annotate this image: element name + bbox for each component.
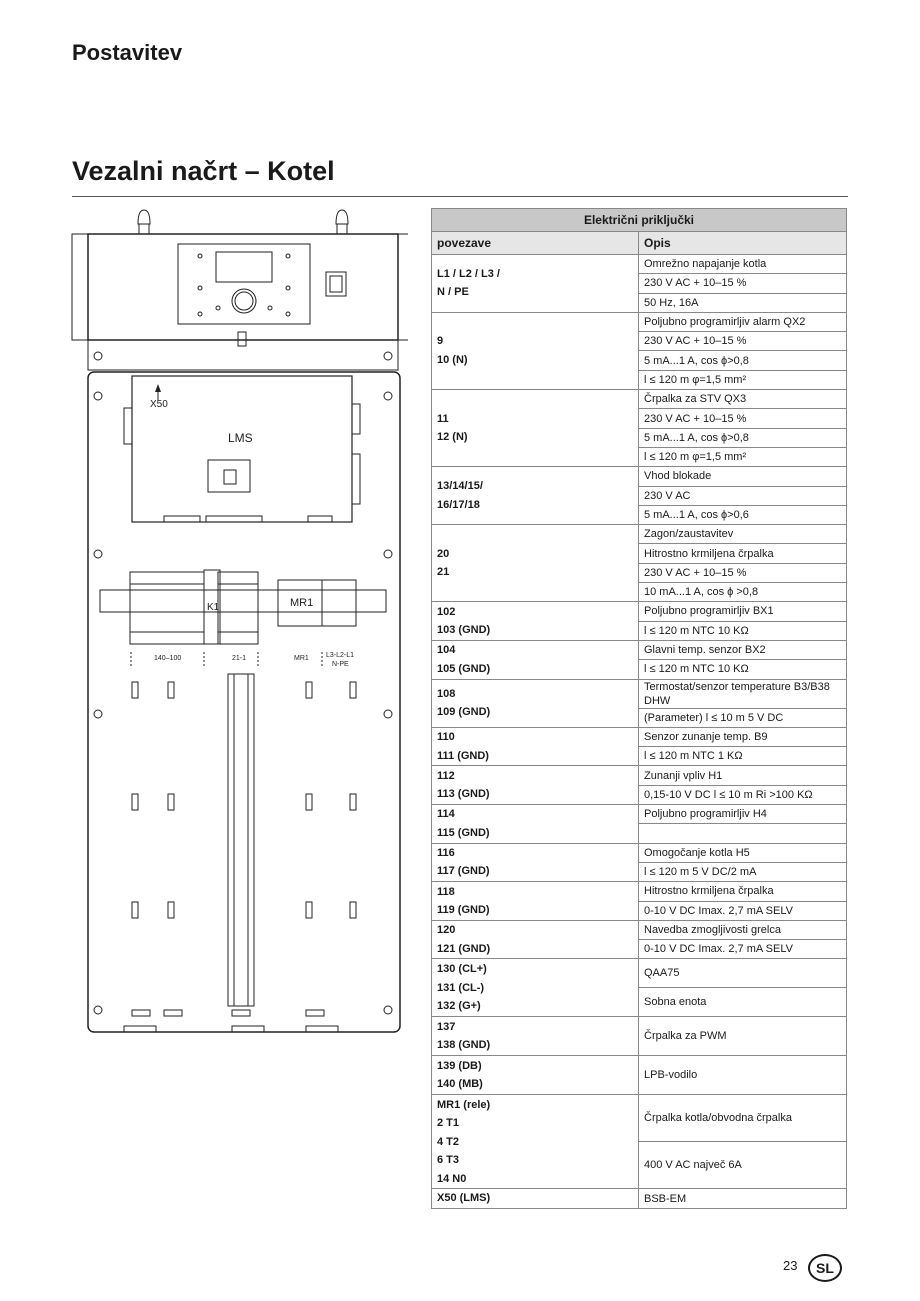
connection-label: N / PE: [437, 286, 469, 299]
description-cell: Omrežno napajanje kotla: [639, 255, 847, 274]
label-terminal-mr1: MR1: [294, 655, 309, 662]
table-row: [432, 255, 847, 274]
description-cell: l ≤ 120 m φ=1,5 mm²: [639, 447, 847, 466]
connection-label: 109 (GND): [437, 706, 491, 719]
connection-label: 102: [437, 605, 456, 618]
description-cell: (Parameter) l ≤ 10 m 5 V DC: [639, 708, 847, 727]
connection-label: 21: [437, 566, 450, 579]
description-cell: 0-10 V DC Imax. 2,7 mA SELV: [639, 940, 847, 959]
connection-label: 105 (GND): [437, 662, 491, 675]
description-cell: 5 mA...1 A, cos ϕ>0,8: [639, 428, 847, 447]
description-cell: Glavni temp. senzor BX2: [639, 640, 847, 659]
connection-cell: [432, 920, 639, 959]
connection-cell: [432, 467, 639, 525]
connection-label: X50 (LMS): [437, 1192, 491, 1205]
mounting-plate: [88, 372, 400, 1032]
description-cell: l ≤ 120 m φ=1,5 mm²: [639, 370, 847, 389]
connection-label: 120: [437, 924, 456, 937]
label-terminal-21-1: 21-1: [232, 655, 247, 662]
label-terminal-n-pe: N-PE: [332, 661, 349, 668]
connection-label: 115 (GND): [437, 826, 490, 839]
connection-label: 110: [437, 731, 455, 744]
connection-cell: [432, 390, 639, 467]
description-cell: 230 V AC + 10–15 %: [639, 563, 847, 582]
section-title: Postavitev: [72, 40, 183, 65]
table-row: [432, 1189, 847, 1209]
label-terminal-l3-l2-l1: L3-L2-L1: [326, 652, 355, 659]
lms-board: [132, 376, 352, 522]
description-cell: l ≤ 120 m NTC 10 KΩ: [639, 660, 847, 679]
connection-label: 111 (GND): [437, 749, 489, 762]
description-cell: Omogočanje kotla H5: [639, 843, 847, 862]
control-knob: [235, 292, 253, 310]
description-cell: 400 V AC največ 6A: [639, 1142, 847, 1189]
table-row: [432, 920, 847, 939]
description-cell: l ≤ 120 m NTC 1 KΩ: [639, 747, 847, 766]
description-cell: LPB-vodilo: [639, 1055, 847, 1094]
boiler-wiring-diagram: [68, 204, 408, 1044]
description-cell: 230 V AC + 10–15 %: [639, 409, 847, 428]
connection-label: 131 (CL-): [437, 981, 485, 994]
description-cell: 230 V AC: [639, 486, 847, 505]
connection-label: 139 (DB): [437, 1059, 482, 1072]
connection-cell: [432, 959, 639, 1017]
connection-cell: [432, 640, 639, 679]
connection-label: 6 T3: [437, 1154, 460, 1167]
description-cell: Poljubno programirljiv H4: [639, 805, 847, 824]
description-cell: Poljubno programirljiv BX1: [639, 602, 847, 621]
connection-label: L1 / L2 / L3 /: [437, 267, 500, 280]
description-cell: 230 V AC + 10–15 %: [639, 332, 847, 351]
page-number: 23: [783, 1258, 798, 1273]
table-row: [432, 390, 847, 409]
connection-label: 2 T1: [437, 1117, 460, 1130]
description-cell: Senzor zunanje temp. B9: [639, 727, 847, 746]
connection-label: 112: [437, 769, 455, 782]
connection-label: 108: [437, 687, 456, 700]
description-cell: [639, 824, 847, 843]
connection-label: 130 (CL+): [437, 963, 487, 976]
description-cell: Črpalka za STV QX3: [639, 390, 847, 409]
description-cell: 230 V AC + 10–15 %: [639, 274, 847, 293]
label-terminal-140-100: 140–100: [154, 655, 182, 662]
label-k1: K1: [207, 602, 220, 613]
table-caption: Električni priključki: [432, 209, 847, 232]
electrical-connections-table: [431, 208, 847, 1209]
description-cell: Poljubno programirljiv alarm QX2: [639, 312, 847, 331]
heading-rule: [72, 196, 848, 197]
connection-label: 117 (GND): [437, 865, 490, 878]
connection-label: 20: [437, 547, 450, 560]
connection-cell: [432, 312, 639, 389]
label-x50: X50: [150, 399, 168, 410]
connection-label: 104: [437, 644, 456, 657]
connection-label: 11: [437, 412, 449, 425]
description-cell: Zagon/zaustavitev: [639, 525, 847, 544]
table-body: [432, 255, 847, 1209]
language-badge: SL: [808, 1254, 842, 1282]
description-cell: Navedba zmogljivosti grelca: [639, 920, 847, 939]
connection-label: 12 (N): [437, 431, 468, 444]
description-cell: Črpalka kotla/obvodna črpalka: [639, 1094, 847, 1141]
description-cell: Sobna enota: [639, 988, 847, 1017]
connection-label: 103 (GND): [437, 624, 491, 637]
table-row: [432, 882, 847, 901]
connection-cell: [432, 1094, 639, 1189]
connection-cell: [432, 843, 639, 882]
connection-label: 113 (GND): [437, 788, 490, 801]
description-cell: 50 Hz, 16A: [639, 293, 847, 312]
label-lms: LMS: [228, 431, 253, 445]
table-row: [432, 467, 847, 486]
connection-label: 116: [437, 846, 455, 859]
connection-label: 138 (GND): [437, 1039, 491, 1052]
lamp-icon-left: [138, 210, 150, 234]
connection-label: 10 (N): [437, 353, 468, 366]
description-cell: QAA75: [639, 959, 847, 988]
description-cell: Zunanji vpliv H1: [639, 766, 847, 785]
connection-label: 16/17/18: [437, 498, 480, 511]
connection-label: 119 (GND): [437, 904, 490, 916]
connection-cell: [432, 1016, 639, 1055]
connection-label: 14 N0: [437, 1172, 467, 1185]
connection-label: 9: [437, 335, 444, 348]
description-cell: Vhod blokade: [639, 467, 847, 486]
connection-cell: [432, 766, 639, 805]
table-row: [432, 727, 847, 746]
terminal-block-21-1: [218, 572, 258, 644]
connection-cell: [432, 525, 639, 602]
table-row: [432, 1055, 847, 1094]
description-cell: 5 mA...1 A, cos ϕ>0,6: [639, 505, 847, 524]
description-cell: 0,15-10 V DC l ≤ 10 m Ri >100 KΩ: [639, 785, 847, 804]
connection-label: 114: [437, 808, 455, 821]
table-row: [432, 312, 847, 331]
connection-cell: [432, 255, 639, 313]
description-cell: 10 mA...1 A, cos ϕ >0,8: [639, 583, 847, 602]
table-row: [432, 525, 847, 544]
table-row: [432, 1016, 847, 1055]
connection-label: 132 (G+): [437, 1000, 481, 1013]
description-cell: l ≤ 120 m NTC 10 KΩ: [639, 621, 847, 640]
connection-label: 4 T2: [437, 1135, 460, 1148]
table-row: [432, 766, 847, 785]
connection-cell: [432, 882, 639, 921]
connection-label: 137: [437, 1020, 456, 1033]
table-row: [432, 959, 847, 988]
description-cell: 0-10 V DC Imax. 2,7 mA SELV: [639, 901, 847, 920]
connection-cell: [432, 1055, 639, 1094]
column-header-connections: povezave: [432, 232, 639, 255]
description-cell: BSB-EM: [639, 1189, 847, 1209]
connection-label: 140 (MB): [437, 1078, 483, 1091]
controller-display: [216, 252, 272, 282]
connection-label: MR1 (rele): [437, 1098, 491, 1111]
column-header-description: Opis: [639, 232, 847, 255]
description-cell: l ≤ 120 m 5 V DC/2 mA: [639, 862, 847, 881]
table-row: [432, 1094, 847, 1141]
label-mr1: MR1: [290, 597, 314, 609]
table-row: [432, 679, 847, 708]
terminal-block-power: [322, 580, 356, 626]
connection-label: 121 (GND): [437, 942, 491, 955]
description-cell: Hitrostno krmiljena črpalka: [639, 544, 847, 563]
connection-cell: [432, 805, 639, 844]
connection-label: 13/14/15/: [437, 480, 483, 493]
connection-cell: [432, 727, 639, 766]
lamp-icon-right: [336, 210, 348, 234]
description-cell: Črpalka za PWM: [639, 1016, 847, 1055]
description-cell: Termostat/senzor temperature B3/B38 DHW: [639, 679, 847, 708]
description-cell: Hitrostno krmiljena črpalka: [639, 882, 847, 901]
page-heading: Vezalni načrt – Kotel: [72, 156, 335, 186]
connection-label: 118: [437, 885, 455, 898]
table-row: [432, 640, 847, 659]
din-rail: [228, 674, 254, 1006]
terminal-block-140-100: [130, 572, 204, 644]
table-row: [432, 843, 847, 862]
connection-cell: [432, 679, 639, 727]
table-row: [432, 805, 847, 824]
table-row: [432, 602, 847, 621]
description-cell: 5 mA...1 A, cos ϕ>0,8: [639, 351, 847, 370]
connection-cell: [432, 1189, 639, 1209]
connection-cell: [432, 602, 639, 641]
